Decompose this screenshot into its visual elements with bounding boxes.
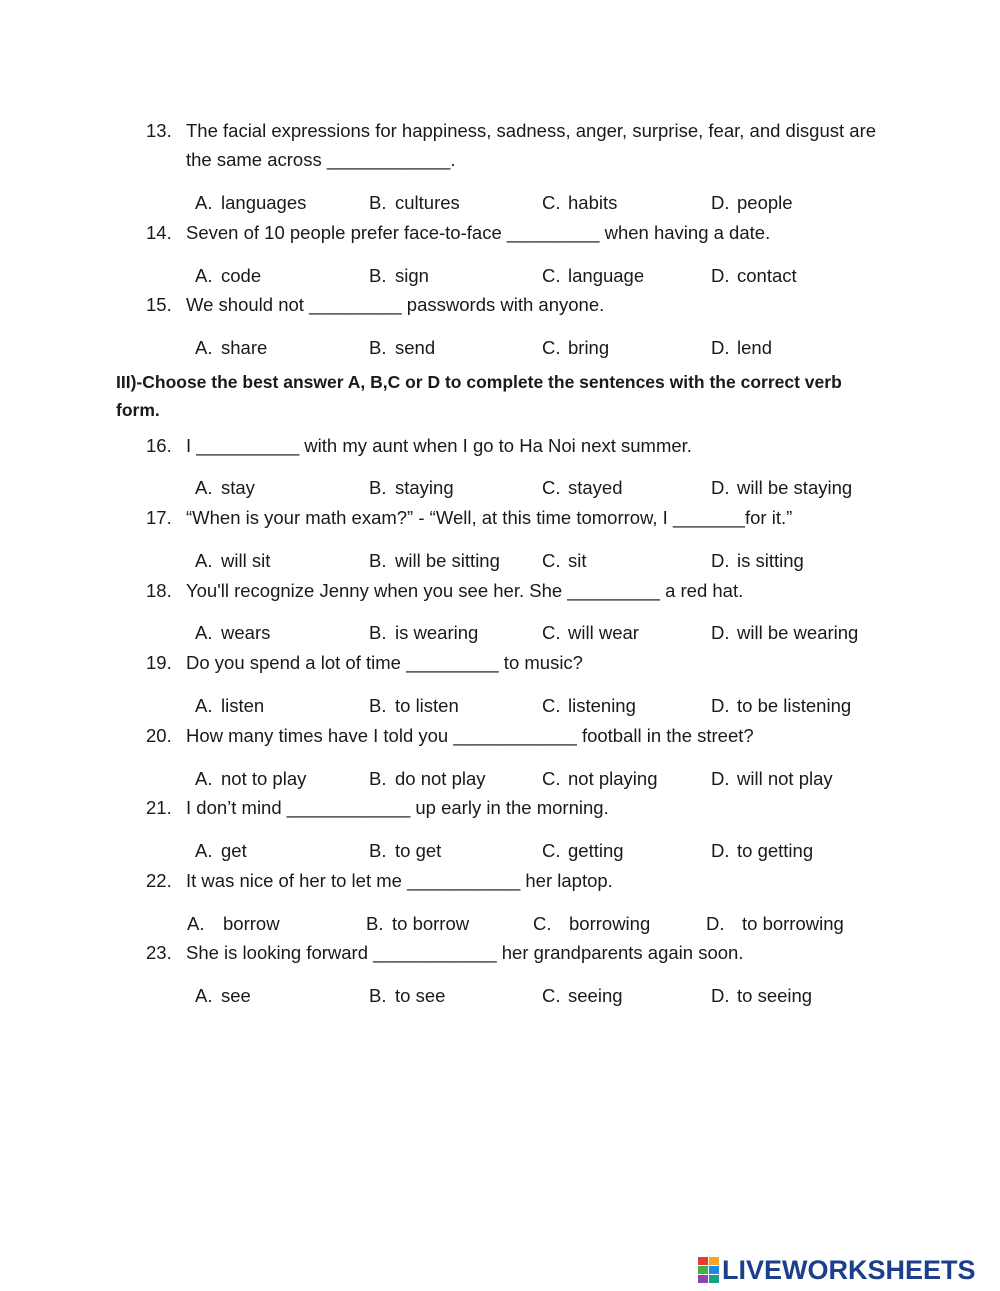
option-c[interactable]: C. getting [542, 840, 624, 861]
logo-block [709, 1275, 719, 1283]
option-a[interactable]: A. languages [195, 192, 307, 213]
logo-block [709, 1266, 719, 1274]
logo-block [698, 1266, 708, 1274]
option-b[interactable]: B. staying [369, 477, 454, 498]
question-number: 17. [146, 507, 172, 528]
option-b[interactable]: B. is wearing [369, 622, 479, 643]
question-text: You'll recognize Jenny when you see her. She _________ a red hat. [186, 580, 744, 601]
option-a[interactable]: A. get [195, 840, 247, 861]
option-c[interactable]: C. sit [542, 550, 587, 571]
option-d[interactable]: D. will be staying [711, 477, 853, 498]
question-number: 15. [146, 294, 172, 315]
option-a[interactable]: A. see [195, 985, 251, 1006]
option-b[interactable]: B. send [369, 337, 436, 358]
logo-block [698, 1275, 708, 1283]
option-a[interactable]: A. borrow [187, 913, 280, 934]
option-b[interactable]: B. to get [369, 840, 442, 861]
option-a[interactable]: A. will sit [195, 550, 271, 571]
option-d[interactable]: D. to borrowing [706, 913, 844, 934]
option-d[interactable]: D. to seeing [711, 985, 813, 1006]
logo-block [709, 1257, 719, 1265]
question-text: The facial expressions for happiness, sadness, anger, surprise, fear, and disgust are the same across ____________. [186, 120, 877, 170]
question-number: 14. [146, 222, 172, 243]
option-c[interactable]: C. stayed [542, 477, 623, 498]
option-b[interactable]: B. to listen [369, 695, 459, 716]
option-d[interactable]: D. is sitting [711, 550, 804, 571]
option-d[interactable]: D. will be wearing [711, 622, 859, 643]
section-heading: III)-Choose the best answer A, B,C or D to complete the sentences with the correct verb form. [116, 372, 842, 420]
option-a[interactable]: A. listen [195, 695, 265, 716]
liveworksheets-logo [698, 1254, 976, 1286]
question-text: “When is your math exam?” - “Well, at this time tomorrow, I _______for it.” [186, 507, 793, 528]
option-d[interactable]: D. lend [711, 337, 772, 358]
option-b[interactable]: B. cultures [369, 192, 460, 213]
question-text: How many times have I told you ____________ football in the street? [186, 725, 754, 746]
option-b[interactable]: B. do not play [369, 768, 486, 789]
logo-block [698, 1257, 708, 1265]
logo-text: LIVEWORKSHEETS [722, 1254, 976, 1285]
option-c[interactable]: C. borrowing [533, 913, 651, 934]
option-b[interactable]: B. to see [369, 985, 446, 1006]
question-text: I __________ with my aunt when I go to Ha Noi next summer. [186, 435, 692, 456]
option-c[interactable]: C. listening [542, 695, 636, 716]
question-text: Seven of 10 people prefer face-to-face _________ when having a date. [186, 222, 771, 243]
question-text: I don’t mind ____________ up early in the morning. [186, 797, 609, 818]
option-b[interactable]: B. will be sitting [369, 550, 500, 571]
option-c[interactable]: C. habits [542, 192, 618, 213]
question-number: 22. [146, 870, 172, 891]
option-d[interactable]: D. to be listening [711, 695, 852, 716]
option-d[interactable]: D. to getting [711, 840, 814, 861]
option-c[interactable]: C. seeing [542, 985, 623, 1006]
question-number: 20. [146, 725, 172, 746]
question-text: It was nice of her to let me ___________ her laptop. [186, 870, 613, 891]
logo-mark-icon [698, 1257, 719, 1283]
option-c[interactable]: C. language [542, 265, 645, 286]
option-c[interactable]: C. bring [542, 337, 610, 358]
option-c[interactable]: C. will wear [542, 622, 639, 643]
option-a[interactable]: A. code [195, 265, 262, 286]
question-number: 18. [146, 580, 172, 601]
option-c[interactable]: C. not playing [542, 768, 658, 789]
question-number: 23. [146, 942, 172, 963]
question-text: Do you spend a lot of time _________ to music? [186, 652, 583, 673]
option-a[interactable]: A. not to play [195, 768, 307, 789]
option-a[interactable]: A. share [195, 337, 268, 358]
option-a[interactable]: A. wears [195, 622, 271, 643]
question-number: 13. [146, 120, 172, 141]
question-text: We should not _________ passwords with anyone. [186, 294, 605, 315]
option-d[interactable]: D. contact [711, 265, 797, 286]
question-number: 16. [146, 435, 172, 456]
question-text: She is looking forward ____________ her grandparents again soon. [186, 942, 744, 963]
option-a[interactable]: A. stay [195, 477, 255, 498]
option-d[interactable]: D. will not play [711, 768, 833, 789]
question-number: 21. [146, 797, 172, 818]
option-b[interactable]: B. to borrow [366, 913, 470, 934]
question-number: 19. [146, 652, 172, 673]
option-d[interactable]: D. people [711, 192, 793, 213]
option-b[interactable]: B. sign [369, 265, 429, 286]
